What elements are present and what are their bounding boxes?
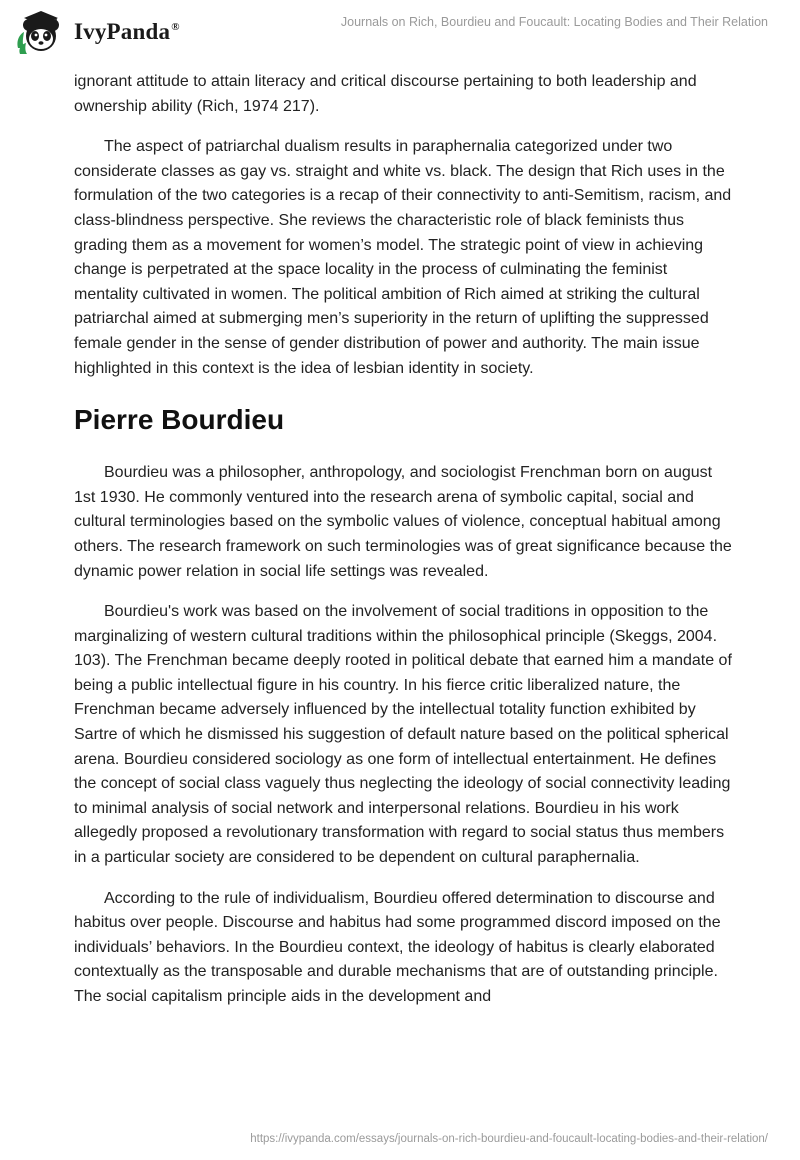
paragraph-patriarchal-dualism: The aspect of patriarchal dualism results in paraphernalia categorized under two considerate classes as gay vs. straight and white vs. black. The design that Rich uses in the formulation of the two categories is a recap of their connectivity to anti-Semitism, racism, and class-blindness perspective. She reviews the characteristic role of black feminists thus grading them as a movement for women’s model. The strategic point of view in achieving change is perpetrated at the space locality in the process of culminating the feminist mentality cultivated in women. The political ambition of Rich aimed at striking the cultural patriarchal aimed at submerging men’s superiority in the return of uplifting the suppressed female gender in the sense of gender distribution of power and authority. The main issue highlighted in this context is the idea of lesbian identity in society. (74, 138, 732, 377)
paragraph-individualism: According to the rule of individualism, Bourdieu offered determination to discourse and habitus over people. Discourse and habitus had some programmed discord imposed on the individuals’ behaviors. In the Bourdieu context, the ideology of habitus is clearly elaborated contextually as the transposable and durable mechanisms that are of outstanding principle. The social capitalism principle aids in the development and (74, 889, 721, 1005)
article-body (74, 70, 734, 1026)
paragraph-bourdieu-work: Bourdieu's work was based on the involvement of social traditions in opposition to the marginalizing of western cultural traditions within the philosophical principle (Skeggs, 2004. 103). The Frenchman became deeply rooted in political debate that earned him a mandate of being a public intellectual figure in his country. In his fierce critic liberalized nature, the Frenchman became adversely influenced by the intellectual totality function exhibited by Sartre of which he dismissed his suggestion of default nature based on the political spherical arena. Bourdieu considered sociology as one form of intellectual entertainment. He defines the concept of social class vaguely thus neglecting the ideology of social connectivity leading to minimal analysis of social network and interpersonal relations. Bourdieu in his work allegedly proposed a revolutionary transformation with regard to social status thus members in a particular society are considered to be dependent on cultural paraphernalia. (74, 603, 732, 867)
source-url[interactable]: https://ivypanda.com/essays/journals-on-rich-bourdieu-and-foucault-locating-bodies-and-their-relation/ (250, 1133, 768, 1145)
paragraph-bourdieu-bio: Bourdieu was a philosopher, anthropology, and sociologist Frenchman born on august 1st 1930. He commonly ventured into the research arena of symbolic capital, social and cultural terminologies based on the symbolic values of violence, conceptual habitual among others. The research framework on such terminologies was of great significance because the dynamic power relation in social life settings was revealed. (74, 464, 732, 580)
brand-logo[interactable] (14, 8, 180, 56)
panda-graduate-icon (14, 8, 66, 56)
document-title: Journals on Rich, Bourdieu and Foucault: Locating Bodies and Their Relation (340, 15, 768, 29)
section-heading-pierre-bourdieu: Pierre Bourdieu (74, 404, 285, 436)
paragraph-continuation: ignorant attitude to attain literacy and critical discourse pertaining to both leadership and ownership ability (Rich, 1974 217). (74, 73, 697, 115)
brand-name: IvyPanda® (74, 19, 180, 44)
page-header (0, 0, 800, 64)
registered-mark: ® (171, 21, 180, 34)
